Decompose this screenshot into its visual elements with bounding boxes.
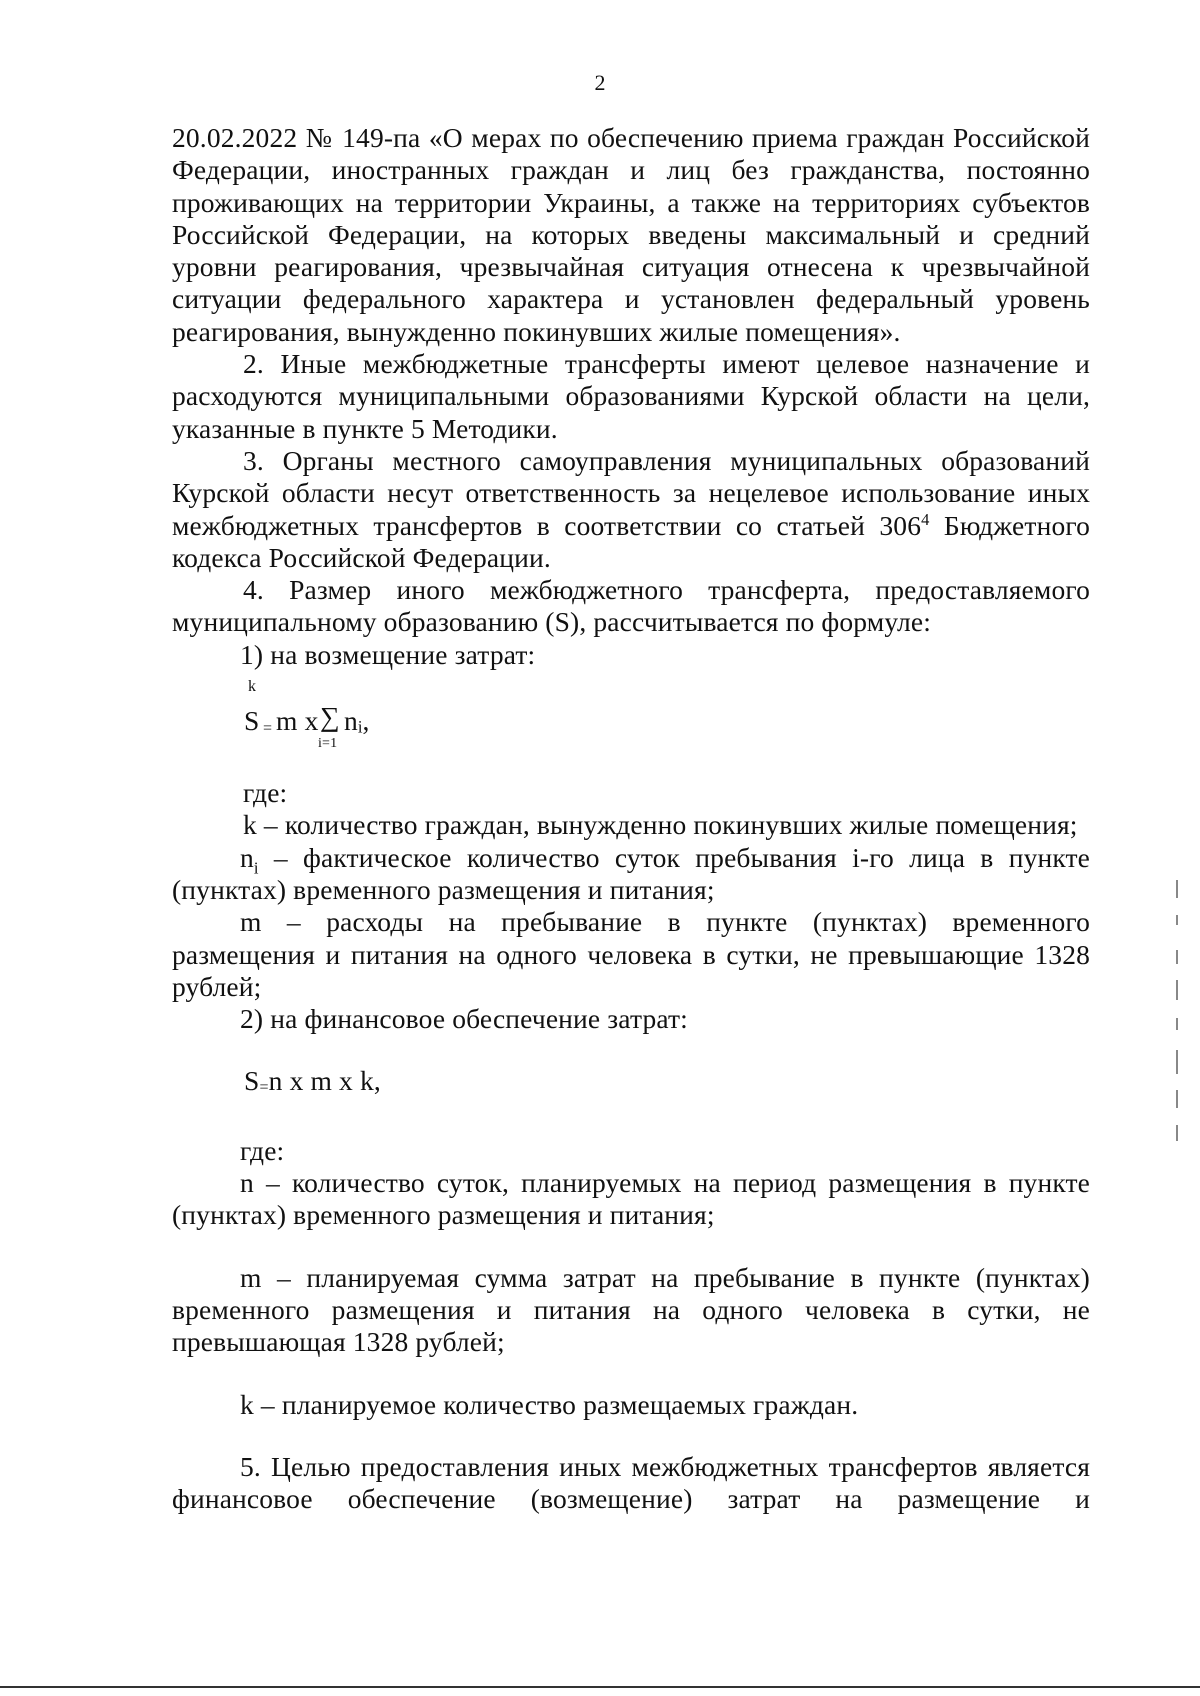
scan-artifact (1176, 980, 1178, 1000)
sum-lower-limit: i=1 (318, 736, 338, 752)
paragraph-3-text: 3. Органы местного самоуправления муниципальных образований Курской области несут ответственность за нецелевое использование иных межбюджетных трансфертов в соответствии со статьей 306 (172, 444, 1090, 541)
where-label-2: где: (240, 1134, 285, 1166)
item-2-heading: 2) на финансовое обеспечение затрат: (240, 1003, 688, 1035)
formula-financing (172, 1065, 1090, 1104)
paragraph-3-tail: Бюджетного кодекса Российской Федерации. (172, 509, 1090, 573)
scan-artifact (1176, 1090, 1178, 1108)
scan-artifact (1176, 1018, 1178, 1030)
formula-1-s: S (244, 705, 260, 737)
definition-m-2: m – планируемая сумма затрат на пребывание в пункте (пунктах) временного размещения и питания на одного человека в сутки, не превышающая 1328 рублей; (172, 1261, 1090, 1358)
paragraph-2: 2. Иные межбюджетные трансферты имеют целевое назначение и расходуются муниципальными образованиями Курской области на цели, указанные в пункте 5 Методики. (172, 348, 1090, 444)
where-label-1: где: (243, 777, 288, 809)
paragraph-3 (172, 445, 1090, 574)
paragraph-5: 5. Целью предоставления иных межбюджетных трансфертов является финансовое обеспечение (возмещение) затрат на размещение и (172, 1450, 1090, 1515)
sigma-icon: ∑ (320, 701, 340, 733)
formula-1-term: nᵢ, (344, 705, 370, 737)
scan-artifact (1176, 880, 1178, 898)
page-number: 2 (594, 70, 606, 95)
formula-1-equals: = (263, 720, 273, 738)
definition-k-2: k – планируемое количество размещаемых граждан. (240, 1388, 859, 1420)
item-1-heading (172, 639, 1090, 671)
scan-artifact (1176, 1050, 1178, 1074)
article-superscript: 4 (921, 509, 930, 529)
scan-artifact (1176, 1125, 1178, 1141)
ni-subscript: i (253, 858, 259, 878)
formula-2-product: n x m x k, (268, 1065, 381, 1097)
definition-ni (172, 842, 1090, 907)
formula-1-product: m x (276, 705, 319, 737)
ni-definition-text: – фактическое количество суток пребывания i-го лица в пункте (пунктах) временного размещения и питания; (172, 841, 1091, 905)
item-1-label: 1) на возмещение затрат: (240, 638, 536, 670)
definition-k: k – количество граждан, вынужденно покинувших жилые помещения; (243, 809, 1078, 841)
document-body (172, 122, 1090, 1515)
definition-n-2: n – количество суток, планируемых на период размещения в пункте (пунктах) временного размещения и питания; (172, 1167, 1090, 1231)
sum-upper-limit: k (248, 678, 257, 696)
page-bottom-edge (0, 1686, 1200, 1688)
ni-symbol: n (240, 841, 254, 873)
formula-reimbursement (172, 679, 1090, 761)
paragraph-4: 4. Размер иного межбюджетного трансферта, предоставляемого муниципальному образованию (S), рассчитывается по формуле: (172, 574, 1090, 638)
definition-m: m – расходы на пребывание в пункте (пунктах) временного размещения и питания на одного человека в сутки, не превышающие 1328 рублей; (172, 906, 1090, 1002)
paragraph-intro: 20.02.2022 № 149-па «О мерах по обеспечению приема граждан Российской Федерации, иностранных граждан и лиц без гражданства, постоянно проживающих на территории Украины, а также на территориях субъектов Российской Федерации, на которых введены максимальный и средний уровни реагирования, чрезвычайная ситуация отнесена к чрезвычайной ситуации федерального характера и установлен федеральный уровень реагирования, вынужденно покинувших жилые помещения». (172, 122, 1090, 347)
scan-artifact (1176, 950, 1178, 964)
formula-2-equals: = (259, 1079, 269, 1097)
formula-2-s: S (244, 1065, 260, 1097)
scan-artifact (1176, 915, 1178, 925)
